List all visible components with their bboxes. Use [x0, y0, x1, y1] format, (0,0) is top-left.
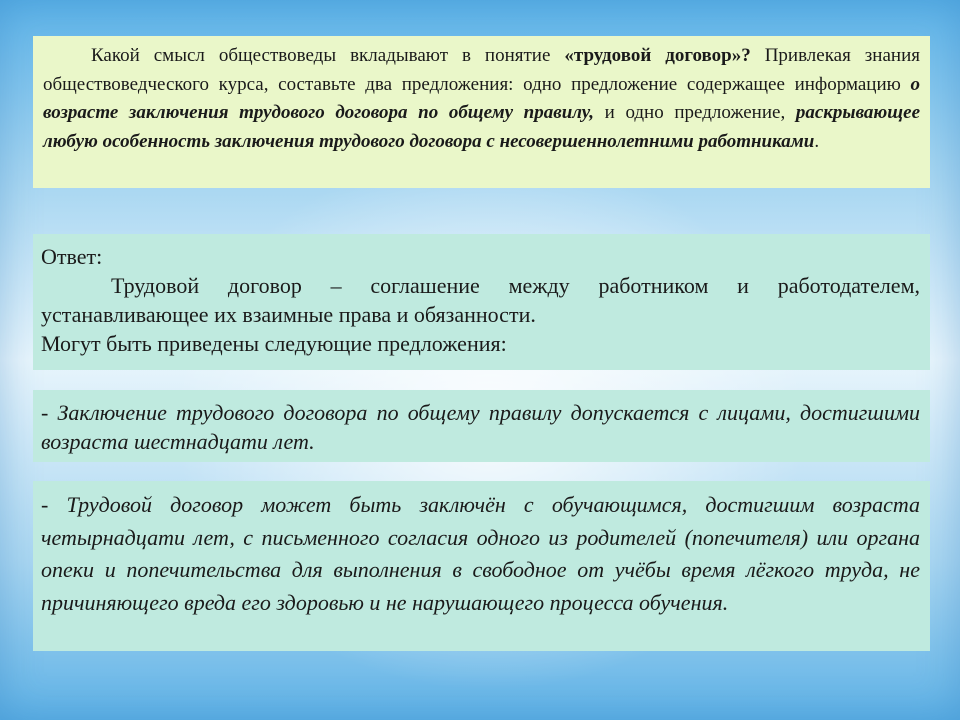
question-text-3: и одно предложение, — [594, 102, 796, 123]
question-box — [33, 36, 930, 188]
sentence-2-text: - Трудовой договор может быть заключён с обучающимся, достигшим возраста четырнадцати лет, с письменного согласия одного из родителей (попечителя) или органа опеки и попечительства для выполнения в свободное от учёбы время лёгкого труда, не причиняющего вреда его здоровью и не нарушающего процесса обучения. — [41, 492, 920, 615]
answer-definition: Трудовой договор – соглашение между работником и работодателем, устанавливающее их взаимные права и обязанности. — [41, 273, 920, 327]
sentence-box-2 — [33, 481, 930, 651]
answer-definition-line — [41, 271, 920, 329]
answer-box — [33, 234, 930, 370]
sentence-box-1 — [33, 390, 930, 462]
sentence-1-text: - Заключение трудового договора по общему правилу допускается с лицами, достигшими возраста шестнадцати лет. — [41, 400, 920, 454]
question-term: «трудовой договор»? — [564, 45, 751, 66]
question-text-4: . — [814, 130, 820, 152]
question-text-1: Какой смысл обществоведы вкладывают в понятие — [91, 45, 565, 66]
question-emphasis-age: о возрасте заключения трудового договора по общему правилу, — [43, 73, 920, 123]
answer-intro: Могут быть приведены следующие предложения: — [41, 331, 507, 356]
question-emphasis-minors: раскрывающее любую особенность заключения трудового договора с несовершеннолетними работниками — [43, 102, 920, 152]
answer-label: Ответ: — [41, 244, 103, 269]
question-text-2: Привлекая знания обществоведческого курса, составьте два предложения: одно предложение содержащее информацию — [43, 45, 920, 95]
